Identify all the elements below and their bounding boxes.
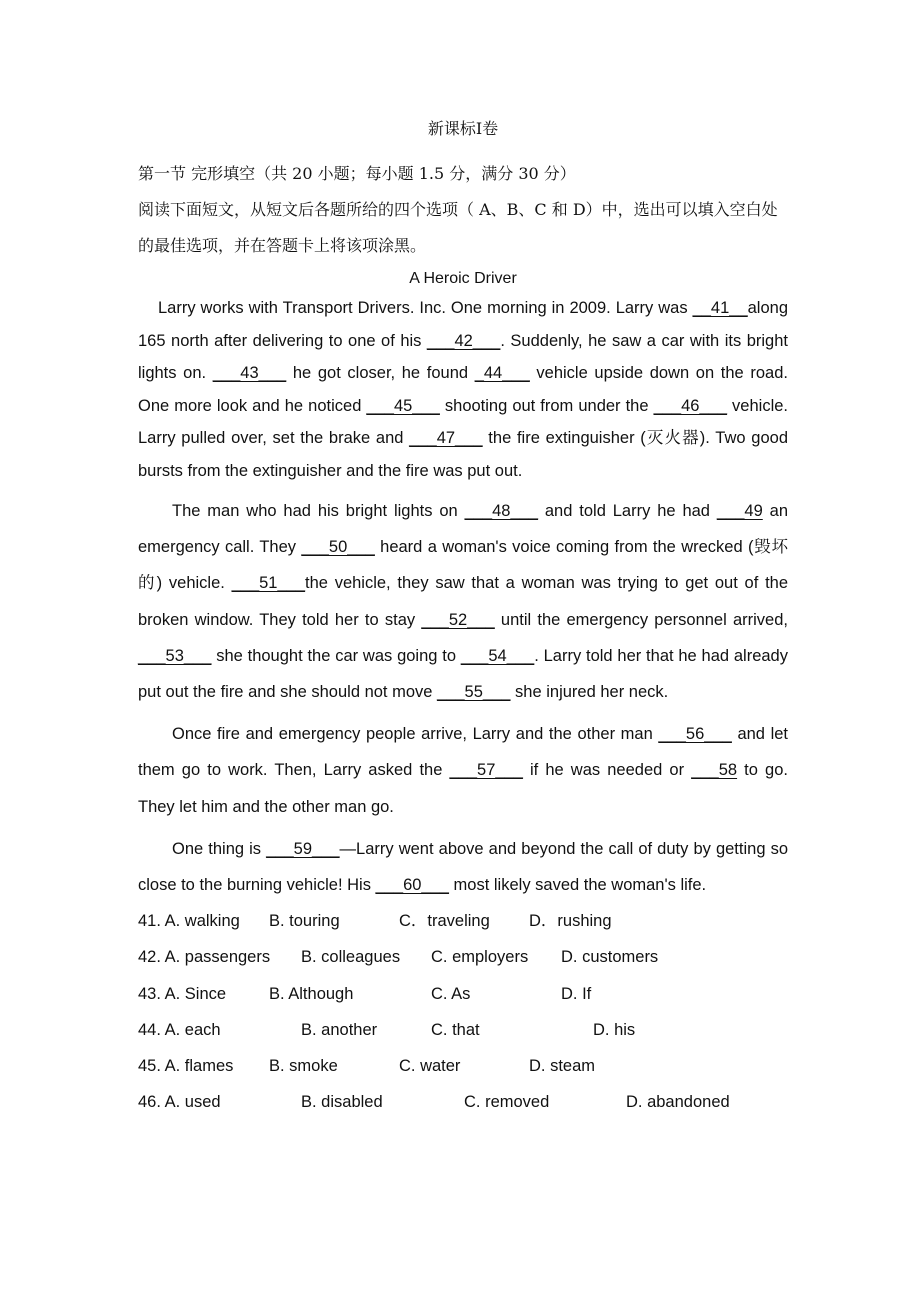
text: the vehicle, they saw that a woman was trying to get out of the broken window. They told her to stay xyxy=(138,574,789,629)
blank-60: ___60___ xyxy=(375,876,449,895)
option-row-44 xyxy=(138,1012,788,1048)
blank-55: ___55___ xyxy=(437,683,511,702)
text: . Larry told her that he had already put out the fire and she should not move xyxy=(138,646,788,702)
text: vehicle upside down on the road. One more look and he noticed xyxy=(138,364,788,415)
text: if he was needed or xyxy=(522,761,692,780)
blank-56: ___56___ xyxy=(658,725,732,744)
text: to go. They let him and the other man go. xyxy=(138,761,788,816)
option-row-45 xyxy=(138,1048,788,1084)
blank-46: ___46___ xyxy=(653,396,727,415)
option-d: D. his xyxy=(593,1020,636,1039)
text: she injured her neck. xyxy=(510,683,669,702)
blank-57: ___57___ xyxy=(449,761,523,780)
page-title: 新课标Ⅰ卷 xyxy=(427,119,499,138)
option-row-42 xyxy=(138,939,788,975)
text: The man who had his bright lights on xyxy=(172,502,465,520)
text: an emergency call. They xyxy=(138,502,788,557)
blank-42: ___42___ xyxy=(426,331,501,350)
option-c: C. removed xyxy=(464,1093,550,1112)
text: he got closer, he found xyxy=(286,364,475,382)
text: along 165 north after delivering to one of his xyxy=(138,299,788,350)
text: Larry works with Transport Drivers. Inc. One morning in 2009. Larry was xyxy=(158,299,693,317)
option-a: 42. A. passengers xyxy=(138,948,271,967)
option-d: D. If xyxy=(561,984,592,1003)
option-row-46 xyxy=(138,1084,788,1120)
option-row-41 xyxy=(138,903,788,939)
text: and let them go to work. Then, Larry asked the xyxy=(138,725,789,780)
option-b: B. smoke xyxy=(269,1056,338,1075)
option-row-43 xyxy=(138,976,788,1012)
option-a: 45. A. flames xyxy=(138,1056,234,1075)
blank-49: ___49 xyxy=(716,502,763,520)
instructions: 阅读下面短文，从短文后各题所给的四个选项（ A、B、C 和 D）中，选出可以填入空白处的最佳选项，并在答题卡上将该项涂黑。 xyxy=(138,200,778,255)
option-d: D．rushing xyxy=(529,912,612,931)
options-list xyxy=(138,903,788,1120)
blank-45: ___45___ xyxy=(366,396,440,415)
paragraph-1 xyxy=(138,292,788,487)
blank-47: ___47___ xyxy=(409,429,483,447)
option-b: B. colleagues xyxy=(301,948,401,967)
text: shooting out from under the xyxy=(439,396,654,415)
story-title: A Heroic Driver xyxy=(409,270,517,287)
option-d: D. abandoned xyxy=(626,1093,730,1112)
option-d: D. customers xyxy=(561,948,659,967)
blank-44: _44___ xyxy=(474,364,530,382)
paragraph-3 xyxy=(138,716,788,825)
option-a: 41. A. walking xyxy=(138,912,240,931)
blank-50: ___50___ xyxy=(301,538,375,557)
paragraph-2 xyxy=(138,493,788,710)
text: —Larry went above and beyond the call of duty by getting so close to the burning vehicle! His xyxy=(138,839,788,895)
blank-43: ___43___ xyxy=(212,364,287,382)
option-c: C. employers xyxy=(431,948,529,967)
text: and told Larry he had xyxy=(538,502,717,520)
section-heading: 第一节 完形填空（共 20 小题；每小题 1.5 分，满分 30 分） xyxy=(138,164,576,183)
option-c: C. that xyxy=(431,1020,480,1039)
text: most likely saved the woman's life. xyxy=(448,876,707,895)
option-c: C. water xyxy=(399,1056,461,1075)
option-c: C. As xyxy=(431,984,471,1003)
option-a: 46. A. used xyxy=(138,1093,221,1112)
text: the fire extinguisher (灭火器). Two good bursts from the extinguisher and the fire was put out. xyxy=(138,429,788,480)
paragraph-4 xyxy=(138,831,788,903)
blank-59: ___59___ xyxy=(266,839,340,858)
blank-52: ___52___ xyxy=(421,610,495,629)
blank-54: ___54___ xyxy=(460,646,535,665)
text: . Suddenly, he saw a car with its bright lights on. xyxy=(138,331,788,382)
option-c: C．traveling xyxy=(399,912,490,931)
option-a: 43. A. Since xyxy=(138,984,227,1003)
option-d: D. steam xyxy=(529,1056,596,1075)
text: until the emergency personnel arrived, xyxy=(494,610,788,629)
option-b: B. another xyxy=(301,1020,378,1039)
blank-53: ___53___ xyxy=(138,646,212,665)
blank-58: ___58 xyxy=(691,761,738,780)
option-b: B. disabled xyxy=(301,1093,383,1112)
blank-51: ___51___ xyxy=(231,574,306,593)
text: Once fire and emergency people arrive, Larry and the other man xyxy=(172,725,659,744)
text: One thing is xyxy=(172,839,267,858)
blank-41: __41__ xyxy=(692,299,748,317)
text: vehicle. Larry pulled over, set the brake and xyxy=(138,396,788,447)
option-b: B. Although xyxy=(269,984,354,1003)
option-b: B. touring xyxy=(269,912,340,931)
blank-48: ___48___ xyxy=(464,502,538,520)
text: heard a woman's voice coming from the wrecked (毁坏的) vehicle. xyxy=(138,538,788,593)
text: she thought the car was going to xyxy=(211,646,461,665)
exam-page xyxy=(138,118,788,1120)
option-a: 44. A. each xyxy=(138,1020,221,1039)
